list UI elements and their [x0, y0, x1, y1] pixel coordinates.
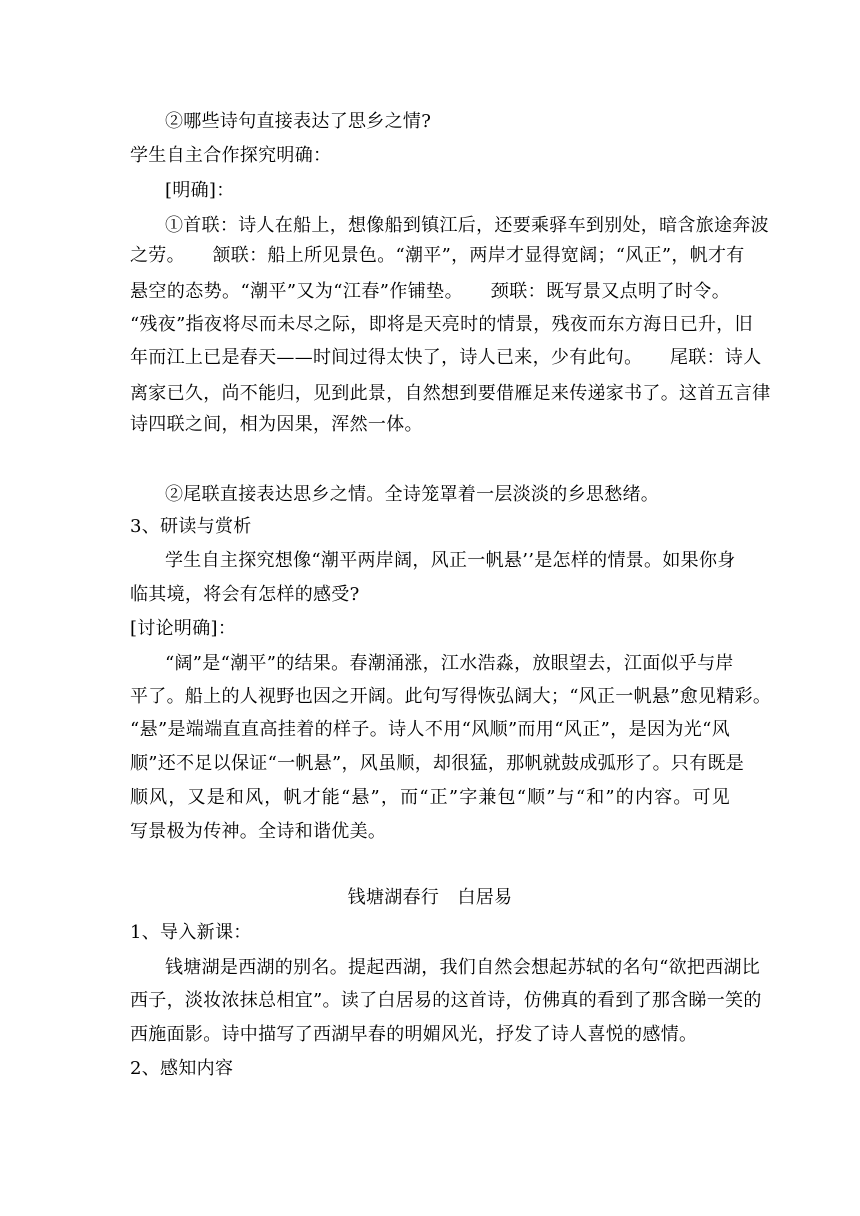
paragraph-line: 诗四联之间，相为因果，浑然一体。	[130, 414, 423, 435]
paragraph-line: 西施面影。诗中描写了西湖早春的明媚风光，抒发了诗人喜悦的感情。	[130, 1024, 698, 1045]
paragraph-line: 年而江上已是春天——时间过得太快了，诗人已来，少有此句。 尾联：诗人	[130, 347, 762, 368]
paragraph-line: “阔”是“潮平”的结果。春潮涌涨，江水浩淼，放眼望去，江面似乎与岸	[165, 653, 734, 674]
paragraph-line: 西子，淡妆浓抹总相宜”。读了白居易的这首诗，仿佛真的看到了那含睇一笑的	[130, 990, 762, 1011]
paragraph-line: 之劳。 颔联：船上所见景色。“潮平”，两岸才显得宽阔；“风正”，帆才有	[130, 245, 745, 266]
paragraph-line: ①首联：诗人在船上，想像船到镇江后，还要乘驿车到别处，暗含旅途奔波	[165, 215, 769, 236]
paragraph-line: 平了。船上的人视野也因之开阔。此句写得恢弘阔大；“风正一帆悬”愈见精彩。	[130, 686, 772, 707]
paragraph-line: [讨论明确]：	[130, 618, 237, 639]
paragraph-line: ②尾联直接表达思乡之情。全诗笼罩着一层淡淡的乡思愁绪。	[165, 484, 660, 505]
paragraph-line: 顺”还不足以保证“一帆悬”，风虽顺，却很猛，那帆就鼓成弧形了。只有既是	[130, 753, 745, 774]
section-heading: 3、研读与赏析	[130, 516, 252, 537]
paragraph-line: 临其境，将会有怎样的感受?	[130, 584, 360, 605]
question-line: ②哪些诗句直接表达了思乡之情?	[165, 111, 432, 132]
paragraph-line: 钱塘湖是西湖的别名。提起西湖，我们自然会想起苏轼的名句“欲把西湖比	[165, 957, 761, 978]
paragraph-line: 悬空的态势。“潮平”又为“江春”作铺垫。 颈联：既写景又点明了时令。	[130, 281, 730, 302]
section-heading: 2、感知内容	[130, 1058, 234, 1079]
paragraph-line: 学生自主探究想像“潮平两岸阔，风正一帆悬’’是怎样的情景。如果你身	[165, 550, 736, 571]
paragraph-line: 学生自主合作探究明确：	[130, 145, 332, 166]
paragraph-line: “残夜”指夜将尽而未尽之际，即将是天亮时的情景，残夜而东方海日已升，旧	[130, 314, 753, 335]
section-heading: 1、导入新课：	[130, 922, 252, 943]
paragraph-line: “悬”是端端直直高挂着的样子。诗人不用“风顺”而用“风正”，是因为光“风	[130, 719, 730, 740]
paragraph-line: 顺风，又是和风，帆才能“悬”，而“正”字兼包“顺”与“和”的内容。可见	[130, 787, 730, 808]
paragraph-line: 写景极为传神。全诗和谐优美。	[130, 821, 387, 842]
poem-title: 钱塘湖春行 白居易	[347, 887, 513, 908]
paragraph-line: 离家已久，尚不能归，见到此景，自然想到要借雁足来传递家书了。这首五言律	[130, 383, 771, 404]
paragraph-line: [明确]：	[165, 180, 235, 201]
